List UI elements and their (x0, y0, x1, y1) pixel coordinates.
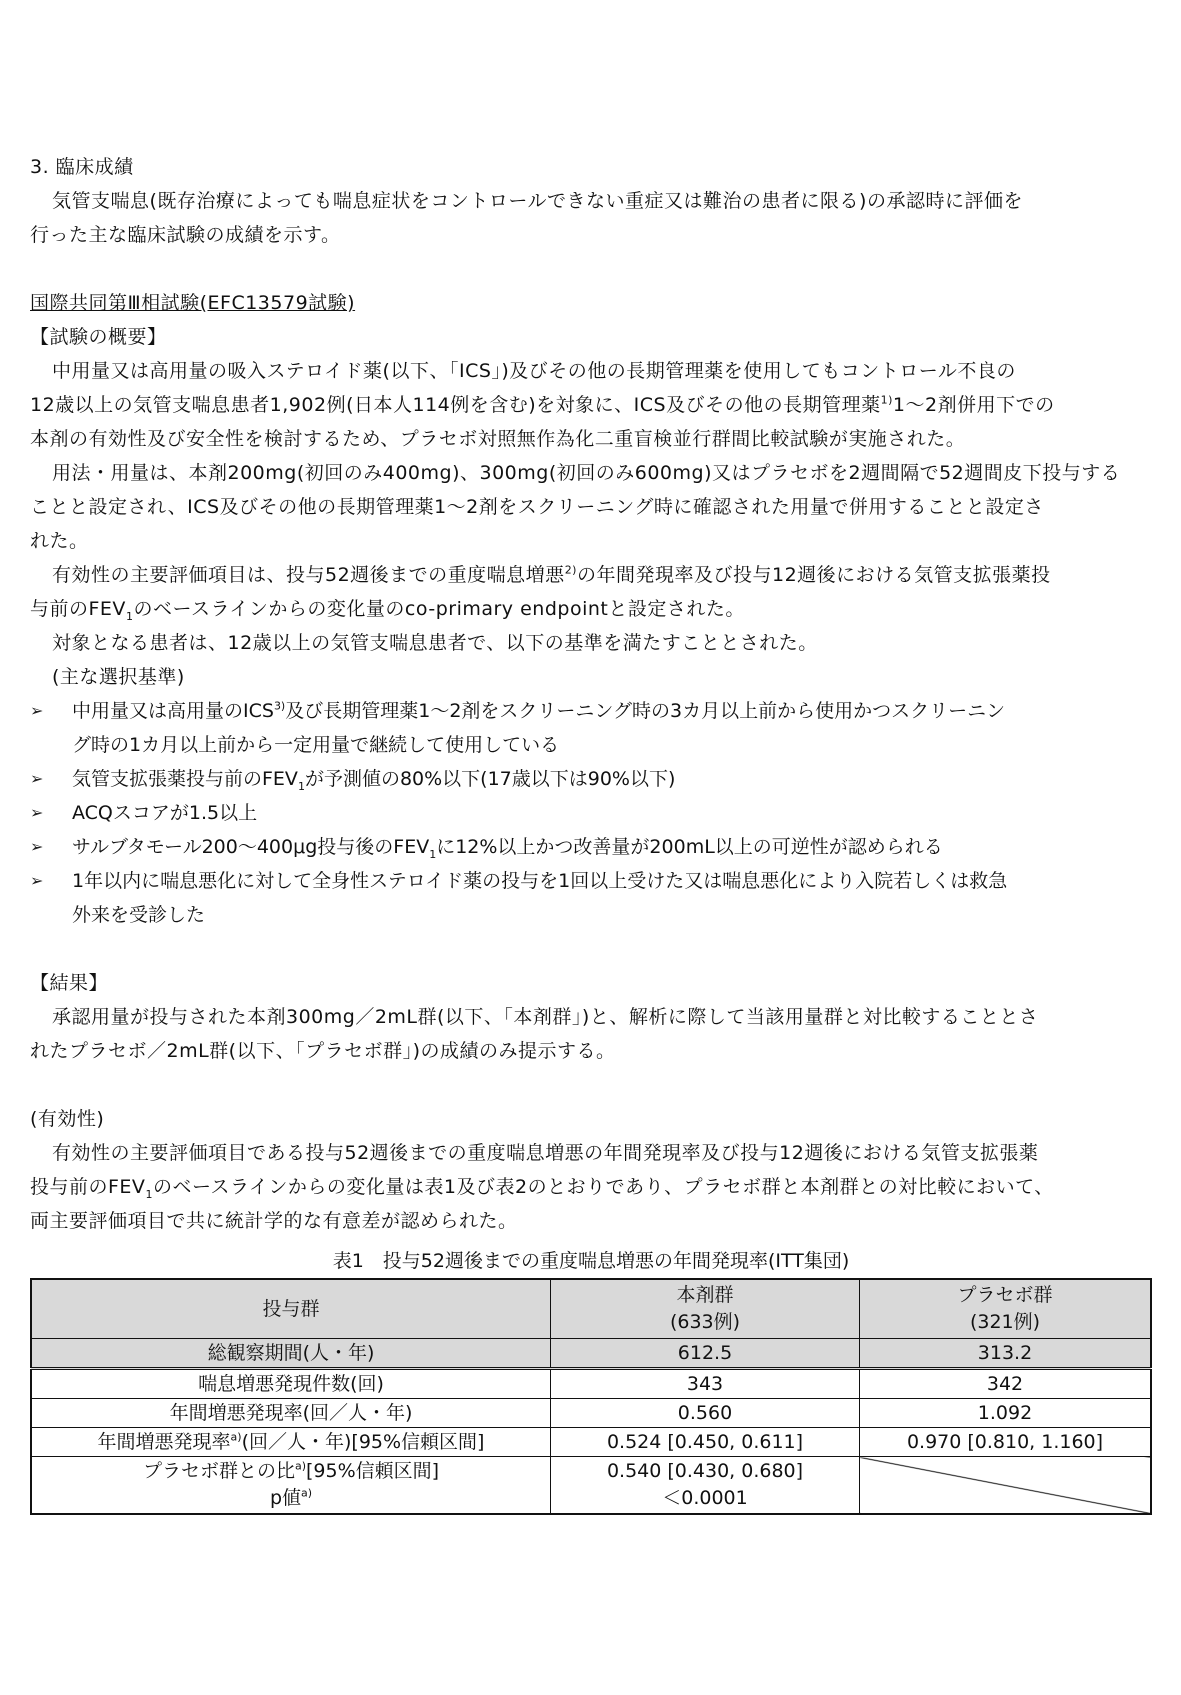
criteria-item: ➢ 1年以内に喘息悪化に対して全身性ステロイド薬の投与を1回以上受けた又は喘息悪化により入院若しくは救急 外来を受診した (30, 864, 1152, 932)
trial-title: 国際共同第Ⅲ相試験(EFC13579試験) (30, 292, 356, 314)
overview-p4: 対象となる患者は、12歳以上の気管支喘息患者で、以下の基準を満たすこととされた。 (52, 632, 818, 654)
intro-line-1: 気管支喘息(既存治療によっても喘息症状をコントロールできない重症又は難治の患者に限る)の承認時に評価を (52, 190, 1023, 212)
table-header-row (31, 1279, 1151, 1339)
results-line-2: れたプラセボ／2mL群(以下、「プラセボ群」)の成績のみ提示する。 (30, 1040, 616, 1062)
col-header-placebo: プラセボ群 (321例) (860, 1279, 1152, 1339)
col-header-group: 投与群 (31, 1279, 551, 1339)
document-page (30, 150, 1152, 1515)
table-row: 年間増悪発現率(回／人・年) 0.560 1.092 (31, 1399, 1151, 1428)
table-row: 年間増悪発現率$^{a)}$(回／人・年)[95%信頼区間] 0.524 [0.450, 0.611] 0.970 [0.810, 1.160] (31, 1428, 1151, 1457)
diagonal-empty-cell (860, 1457, 1152, 1515)
efficacy-line-2: 投与前の$FEV_1$のベースラインからの変化量は表1及び表2のとおりであり、プラセボ群と本剤群との対比較において、 (30, 1176, 1054, 1201)
overview-p3-line-1: 有効性の主要評価項目は、投与52週後までの重度喘息増悪$^{2)}$の年間発現率及び投与12週後における気管支拡張薬投 (52, 563, 1051, 586)
section-title: 3. 臨床成績 (30, 156, 134, 178)
overview-p1-line-3: 本剤の有効性及び安全性を検討するため、プラセボ対照無作為化二重盲検並行群間比較試験が実施された。 (30, 428, 966, 450)
overview-p2-line-2: ことと設定され、ICS及びその他の長期管理薬1〜2剤をスクリーニング時に確認された用量で併用することと設定さ (30, 496, 1044, 518)
bullet-arrow-icon: ➢ (30, 769, 44, 788)
overview-p1-line-1: 中用量又は高用量の吸入ステロイド薬(以下、「ICS」)及びその他の長期管理薬を使用してもコントロール不良の (52, 360, 1016, 382)
overview-p1-line-2: 12歳以上の気管支喘息患者1,902例(日本人114例を含む)を対象に、ICS及びその他の長期管理薬$^{1)}$1〜2剤併用下での (30, 393, 1055, 416)
intro-line-2: 行った主な臨床試験の成績を示す。 (30, 224, 341, 246)
results-heading: 【結果】 (30, 972, 109, 994)
table-caption: 表1 投与52週後までの重度喘息増悪の年間発現率(ITT集団) (332, 1250, 850, 1272)
criteria-item: ➢ サルブタモール200〜400μg投与後の$FEV_1$に12%以上かつ改善量が200mL以上の可逆性が認められる (30, 830, 1152, 864)
table-row: プラセボ群との比$^{a)}$[95%信頼区間] p値$^{a)}$ 0.540 [0.430, 0.680] ＜0.0001 (31, 1457, 1151, 1515)
criteria-item: ➢ ACQスコアが1.5以上 (30, 796, 1152, 830)
bullet-arrow-icon: ➢ (30, 837, 44, 856)
criteria-list (30, 694, 1152, 932)
overview-p3-line-2: 与前の$FEV_1$のベースラインからの変化量のco-primary endpointと設定された。 (30, 598, 745, 623)
overview-p2-line-1: 用法・用量は、本剤200mg(初回のみ400mg)、300mg(初回のみ600mg)又はプラセボを2週間隔で52週間皮下投与する (52, 462, 1121, 484)
overview-p2-line-3: れた。 (30, 530, 89, 552)
table-row: 総観察期間(人・年) 612.5 313.2 (31, 1339, 1151, 1369)
overview-heading: 【試験の概要】 (30, 326, 167, 348)
col-header-drug: 本剤群 (633例) (551, 1279, 860, 1339)
efficacy-line-1: 有効性の主要評価項目である投与52週後までの重度喘息増悪の年間発現率及び投与12週後における気管支拡張薬 (52, 1142, 1039, 1164)
criteria-heading: (主な選択基準) (52, 666, 185, 688)
efficacy-heading: (有効性) (30, 1108, 105, 1130)
results-table (30, 1278, 1152, 1515)
results-line-1: 承認用量が投与された本剤300mg／2mL群(以下、「本剤群」)と、解析に際して当該用量群と対比較することとさ (52, 1006, 1039, 1028)
efficacy-line-3: 両主要評価項目で共に統計学的な有意差が認められた。 (30, 1210, 518, 1232)
table-row: 喘息増悪発現件数(回) 343 342 (31, 1369, 1151, 1399)
bullet-arrow-icon: ➢ (30, 701, 44, 720)
criteria-item: ➢ 気管支拡張薬投与前の$FEV_1$が予測値の80%以下(17歳以下は90%以下) (30, 762, 1152, 796)
bullet-arrow-icon: ➢ (30, 871, 44, 890)
criteria-item: ➢ 中用量又は高用量のICS$^{3)}$及び長期管理薬1〜2剤をスクリーニング時の3カ月以上前から使用かつスクリーニン グ時の1カ月以上前から一定用量で継続して使用している (30, 694, 1152, 762)
bullet-arrow-icon: ➢ (30, 803, 44, 822)
